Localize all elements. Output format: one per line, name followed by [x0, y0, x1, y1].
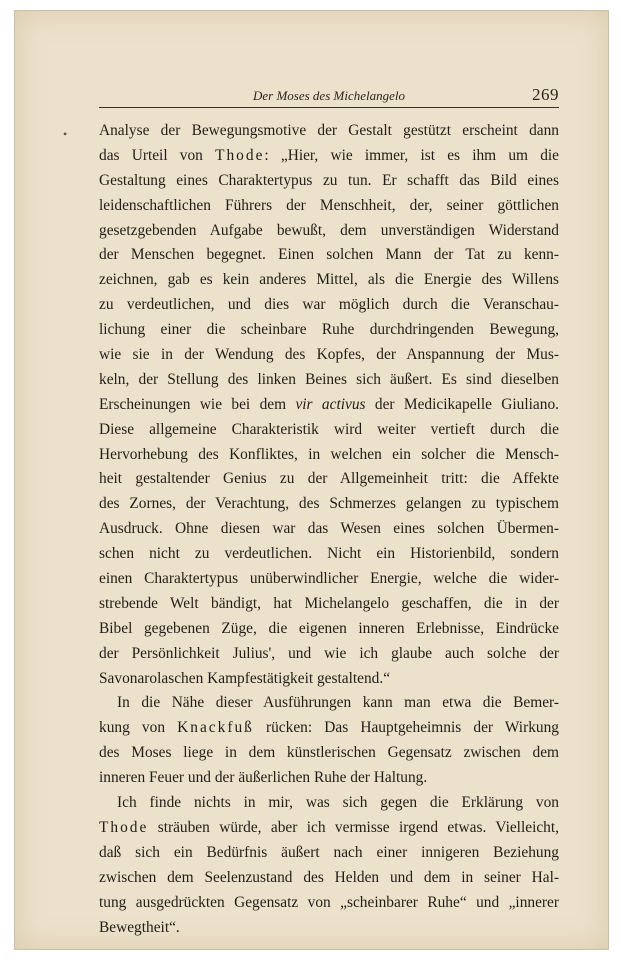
text-line: des Zornes, der Verachtung, des Schmerzes gelangen zu typischem [99, 495, 559, 513]
text-line: Ich finde nichts in mir, was sich gegen die Erklärung von [117, 794, 559, 812]
text-line: kung von Knackfuß rücken: Das Hauptgeheimnis der Wirkung [99, 719, 559, 737]
text-line: Bewegtheit“. [99, 918, 180, 936]
text-line: daß sich ein Bedürfnis äußert nach einer innigeren Beziehung [99, 843, 559, 861]
text-line: wie sie in der Wendung des Kopfes, der Anspannung der Mus- [99, 346, 559, 364]
text-line: der Menschen begegnet. Einen solchen Mann der Tat zu kenn- [99, 246, 559, 264]
text-line: lichung einer die scheinbare Ruhe durchdringenden Bewegung, [99, 321, 559, 339]
body-text [99, 119, 559, 940]
italic-term: vir activus [295, 395, 366, 413]
author-name: Knackfuß [177, 719, 254, 737]
text-line: tung ausgedrückten Gegensatz von „scheinbarer Ruhe“ und „innerer [99, 893, 559, 911]
page-number: 269 [532, 85, 559, 104]
text-line: Erscheinungen wie bei dem vir activus der Medicikapelle Giuliano. [99, 395, 560, 413]
text-line: das Urteil von Thode: „Hier, wie immer, ist es ihm um die [99, 146, 560, 164]
running-title: Der Moses des Michelangelo [253, 88, 405, 103]
text-line: Savonarolaschen Kampfestätigkeit gestaltend.“ [99, 669, 391, 687]
text-line: Thode sträuben würde, aber ich vermisse irgend etwas. Vielleicht, [99, 818, 559, 836]
text-line: strebende Welt bändigt, hat Michelangelo geschaffen, die in der [99, 594, 559, 612]
text-line: Analyse der Bewegungsmotive der Gestalt gestützt erscheint dann [99, 122, 559, 139]
text-line: Gestaltung eines Charaktertypus zu tun. Er schafft das Bild eines [99, 171, 559, 189]
paragraph [99, 691, 559, 791]
text-line: keln, der Stellung des linken Beines sich äußert. Es sind dieselben [99, 370, 559, 388]
text-line: zwischen dem Seelenzustand des Helden und dem in seiner Hal- [99, 868, 559, 886]
margin-mark: • [63, 127, 68, 141]
paragraph [99, 119, 559, 691]
text-line: zeichnen, gab es kein anderes Mittel, als die Energie des Willens [99, 271, 559, 289]
text-line: leidenschaftlichen Führers der Menschheit, der, seiner göttlichen [99, 196, 559, 214]
text-line: Bibel gegebenen Züge, die eigenen inneren Erlebnisse, Eindrücke [99, 619, 559, 637]
text-line: der Persönlichkeit Julius', und wie ich glaube auch solche der [99, 644, 559, 662]
paragraph [99, 791, 559, 940]
text-line: Diese allgemeine Charakteristik wird weiter vertieft durch die [99, 420, 559, 438]
text-line: heit gestaltender Genius zu der Allgemeinheit tritt: die Affekte [99, 470, 559, 488]
text-line: einen Charaktertypus unüberwindlicher Energie, welche die wider- [99, 570, 559, 588]
text-line: Ausdruck. Ohne diesen war das Wesen eines solchen Übermen- [99, 520, 559, 538]
author-name: Thode [215, 146, 265, 164]
author-name: Thode [99, 818, 149, 836]
running-header [99, 87, 559, 108]
text-line: inneren Feuer und der äußerlichen Ruhe der Haltung. [99, 769, 428, 787]
text-line: des Moses liege in dem künstlerischen Gegensatz zwischen dem [99, 744, 559, 762]
text-line: schen nicht zu verdeutlichen. Nicht ein Historienbild, sondern [99, 545, 559, 563]
text-line: In die Nähe dieser Ausführungen kann man etwa die Bemer- [117, 694, 559, 712]
text-line: gesetzgebenden Aufgabe bewußt, dem unverständigen Widerstand [99, 221, 559, 239]
text-line: zu verdeutlichen, und dies war möglich durch die Veranschau- [99, 296, 559, 314]
text-line: Hervorhebung des Konfliktes, in welchen ein solcher die Mensch- [99, 445, 559, 463]
book-page [14, 10, 609, 950]
